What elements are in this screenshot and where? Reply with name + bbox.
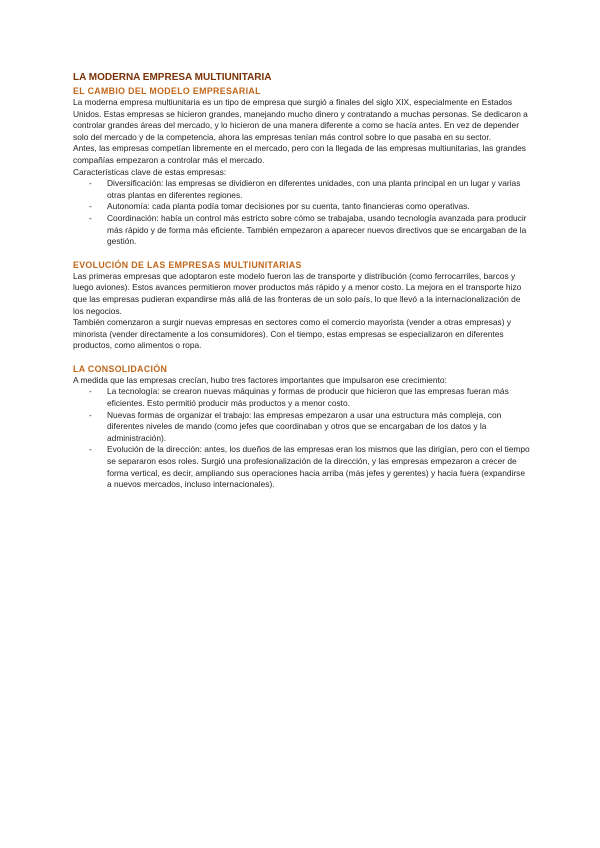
list-item — [89, 386, 531, 409]
section-heading: LA CONSOLIDACIÓN — [73, 363, 168, 374]
list-item-text: La tecnología: se crearon nuevas máquinas y formas de producir que hicieron que las empresas fueran más eficientes. Esto permitió producir más productos y a menor costo. — [107, 386, 509, 409]
bullet-list — [73, 178, 531, 248]
section-evolucion — [73, 260, 531, 352]
bullet-list — [73, 386, 531, 490]
paragraph: La moderna empresa multiunitaria es un tipo de empresa que surgió a finales del siglo XIX, especialmente en Estados Unidos. Estas empresas se hicieron grandes, manejando mucho dinero y contratando a muchas personas. Se dedicaron a controlar grandes áreas del mercado, y lo hicieron de una manera diferente a como se hacía antes. En vez de depender solo del mercado y de la competencia, ahora las empresas tenían más control sobre lo que pasaba en su sector. — [73, 97, 528, 142]
list-item-text: Coordinación: había un control más estricto sobre cómo se trabajaba, usando tecnología avanzada para producir más rápido y de forma más eficiente. También empezaron a aparecer nuevos directivos que se encargaban de la gestión. — [107, 212, 527, 247]
dash-bullet-icon: - — [89, 212, 92, 223]
paragraph: Antes, las empresas competían libremente en el mercado, pero con la llegada de las empresas multiunitarias, las grandes compañías empezaron a controlar más el mercado. — [73, 143, 526, 165]
dash-bullet-icon: - — [89, 386, 92, 397]
document-title: LA MODERNA EMPRESA MULTIUNITARIA — [73, 72, 272, 83]
section-heading: EVOLUCIÓN DE LAS EMPRESAS MULTIUNITARIAS — [73, 259, 302, 270]
dash-bullet-icon: - — [89, 201, 92, 212]
list-item-text: Nuevas formas de organizar el trabajo: las empresas empezaron a usar una estructura más compleja, con diferentes niveles de mando (como jefes que coordinaban y otros que se encargaban de los datos y la administración). — [107, 409, 502, 443]
paragraph: A medida que las empresas crecían, hubo tres factores importantes que impulsaron ese crecimiento: — [73, 374, 447, 385]
list-item — [89, 212, 531, 248]
dash-bullet-icon: - — [89, 178, 92, 189]
paragraph: También comenzaron a surgir nuevas empresas en sectores como el comercio mayorista (vender a otras empresas) y minorista (vender directamente a los consumidores). Con el tiempo, estas empresas se especializaron en diferentes productos, como alimentos o ropa. — [73, 317, 512, 351]
section-consolidacion — [73, 364, 531, 491]
document-page — [73, 72, 531, 491]
list-item-text: Autonomía: cada planta podía tomar decisiones por su cuenta, tanto financieras como operativas. — [107, 201, 470, 212]
dash-bullet-icon: - — [89, 409, 92, 420]
list-item-text: Evolución de la dirección: antes, los dueños de las empresas eran los mismos que las dirigían, pero con el tiempo se separaron esos roles. Surgió una profesionalización de la dirección, y las empresas empezaron a crecer de forma vertical, es decir, ampliando sus operaciones hacia arriba (más jefes y gerentes) y hacia fuera (expandirse a nuevos mercados, incluso internacionales). — [107, 444, 530, 490]
dash-bullet-icon: - — [89, 444, 92, 455]
list-item — [89, 201, 531, 213]
section-cambio-modelo — [73, 86, 531, 248]
paragraph: Las primeras empresas que adoptaron este modelo fueron las de transporte y distribución (como ferrocarriles, barcos y luego aviones). Estos avances permitieron mover productos más rápido y a menor costo. La mejora en el transporte hizo que las empresas pudieran expandirse más allá de las fronteras de un solo país, lo que llevó a la internacionalización de los negocios. — [73, 270, 522, 316]
list-item-text: Diversificación: las empresas se dividieron en diferentes unidades, con una planta principal en un lugar y varias otras plantas en diferentes regiones. — [107, 178, 521, 200]
list-item — [89, 409, 531, 445]
paragraph: Características clave de estas empresas: — [73, 166, 227, 177]
list-item — [89, 444, 531, 490]
list-item — [89, 178, 531, 201]
section-heading: EL CAMBIO DEL MODELO EMPRESARIAL — [73, 86, 261, 96]
